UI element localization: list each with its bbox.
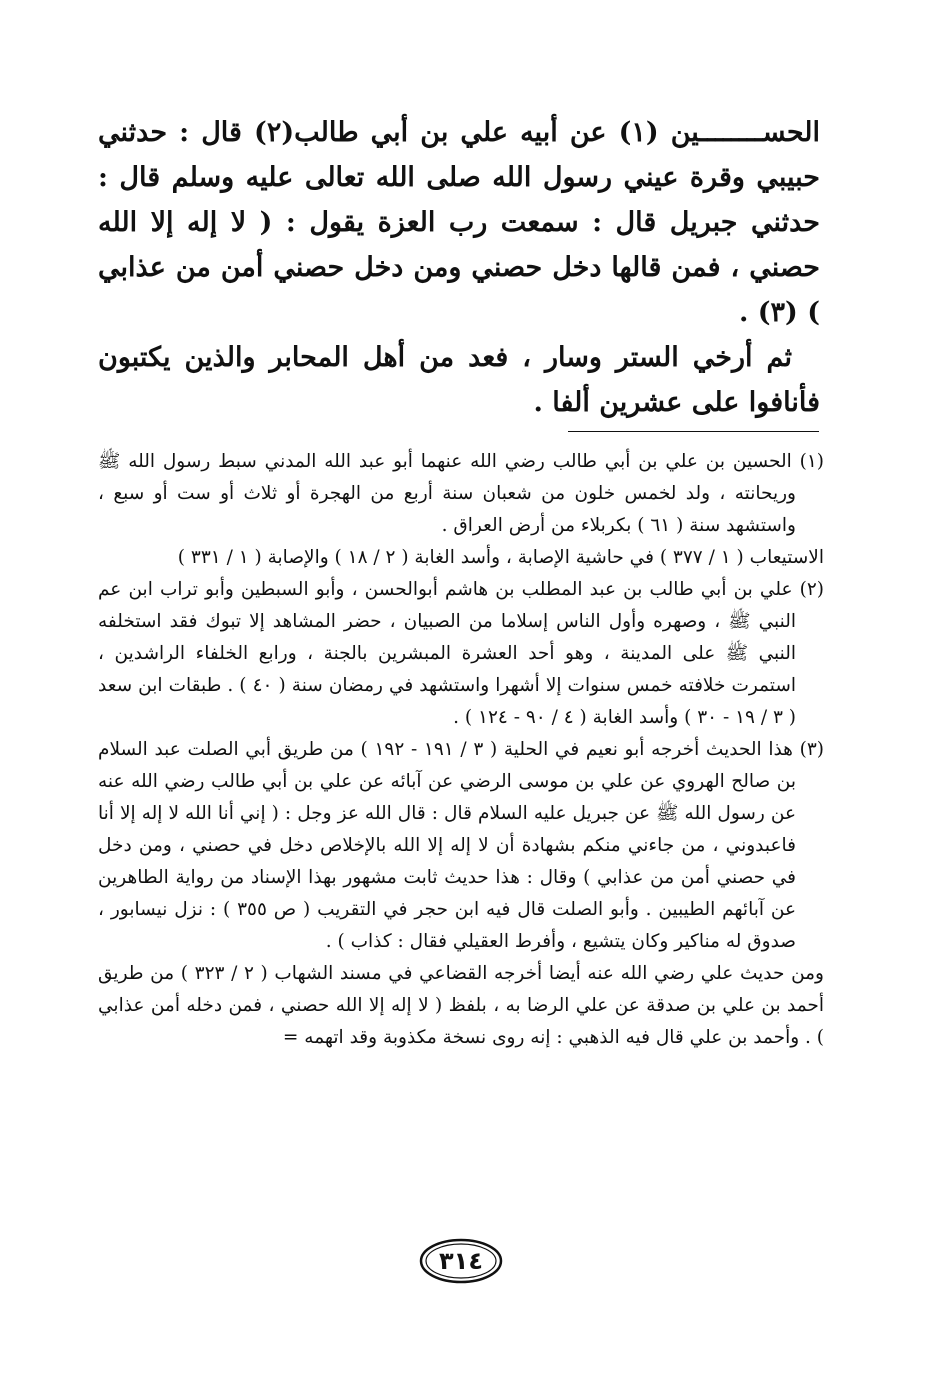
footnote-1-sources: الاستيعاب ( ١ / ٣٧٧ ) في حاشية الإصابة ، وأسد الغابة ( ٢ / ١٨ ) والإصابة ( ١ / ٣٣١ ) bbox=[177, 547, 824, 568]
footnote-3 bbox=[98, 734, 824, 1054]
page-number-text: ٣١٤ bbox=[439, 1247, 483, 1275]
page-number bbox=[418, 1236, 504, 1286]
main-paragraph-2: ثم أرخي الستر وسار ، فعد من أهل المحابر والذين يكتبون فأنافوا على عشرين ألفا . bbox=[98, 342, 820, 418]
footnote-separator bbox=[568, 431, 819, 432]
footnote-3-continuation: ومن حديث علي رضي الله عنه أيضا أخرجه القضاعي في مسند الشهاب ( ٢ / ٣٢٣ ) من طريق أحمد بن علي بن صدقة عن علي الرضا به ، بلفظ ( لا إله إلا الله حصني ، فمن دخله أمن عذابي ) . وأحمد بن علي قال فيه الذهبي : إنه روى نسخة مكذوبة وقد اتهمه = bbox=[98, 963, 824, 1048]
footnote-2-text: (٢) علي بن أبي طالب بن عبد المطلب بن هاشم أبوالحسن ، وأبو السبطين وأبو تراب ابن عم النبي ﷺ ، وصهره وأول الناس إسلاما من الصبيان ، حضر المشاهد إلا تبوك فقد استخلفه النبي ﷺ على المدينة ، وهو أحد العشرة المبشرين بالجنة ، ورابع الخلفاء الراشدين ، استمرت خلافته خمس سنوات إلا أشهرا واستشهد في رمضان سنة ( ٤٠ ) . طبقات ابن سعد ( ٣ / ١٩ - ٣٠ ) وأسد الغابة ( ٤ / ٩٠ - ١٢٤ ) . bbox=[98, 579, 824, 728]
main-paragraph-1: الحســــــــين (١) عن أبيه علي بن أبي طالب(٢) قال : حدثني حبيبي وقرة عيني رسول الله صلى الله تعالى عليه وسلم قال : حدثني جبريل قال : سمعت رب العزة يقول : ( لا إله إلا الله حصني ، فمن قالها دخل حصني ومن دخل حصني أمن من عذابي ) (٣) . bbox=[98, 117, 820, 328]
footnotes bbox=[98, 446, 824, 1054]
footnote-1-text: (١) الحسين بن علي بن أبي طالب رضي الله عنهما أبو عبد الله المدني سبط رسول الله ﷺ وريحانته ، ولد لخمس خلون من شعبان سنة أربع من الهجرة أو ثلاث أو ست أو سبع ، واستشهد سنة ( ٦١ ) بكربلاء من أرض العراق . bbox=[98, 451, 824, 536]
footnote-1 bbox=[98, 446, 824, 574]
main-text bbox=[98, 110, 820, 425]
footnote-3-text: (٣) هذا الحديث أخرجه أبو نعيم في الحلية ( ٣ / ١٩١ - ١٩٢ ) من طريق أبي الصلت عبد السلام بن صالح الهروي عن علي بن موسى الرضي عن آبائه عن علي بن أبي طالب رضي الله عنه عن رسول الله ﷺ عن جبريل عليه السلام قال : قال الله عز وجل : ( إني أنا الله لا إله إلا أنا فاعبدوني ، من جاءني منكم بشهادة أن لا إله إلا الله بالإخلاص دخل في حصني ، ومن دخل في حصني أمن من عذابي ) وقال : هذا حديث ثابت مشهور بهذا الإسناد من رواية الطاهرين عن آبائهم الطيبين . وأبو الصلت قال فيه ابن حجر في التقريب ( ص ٣٥٥ ) : نزل نيسابور ، صدوق له مناكير وكان يتشيع ، وأفرط العقيلي فقال : كذاب ) . bbox=[98, 739, 825, 952]
footnote-2 bbox=[98, 574, 824, 734]
